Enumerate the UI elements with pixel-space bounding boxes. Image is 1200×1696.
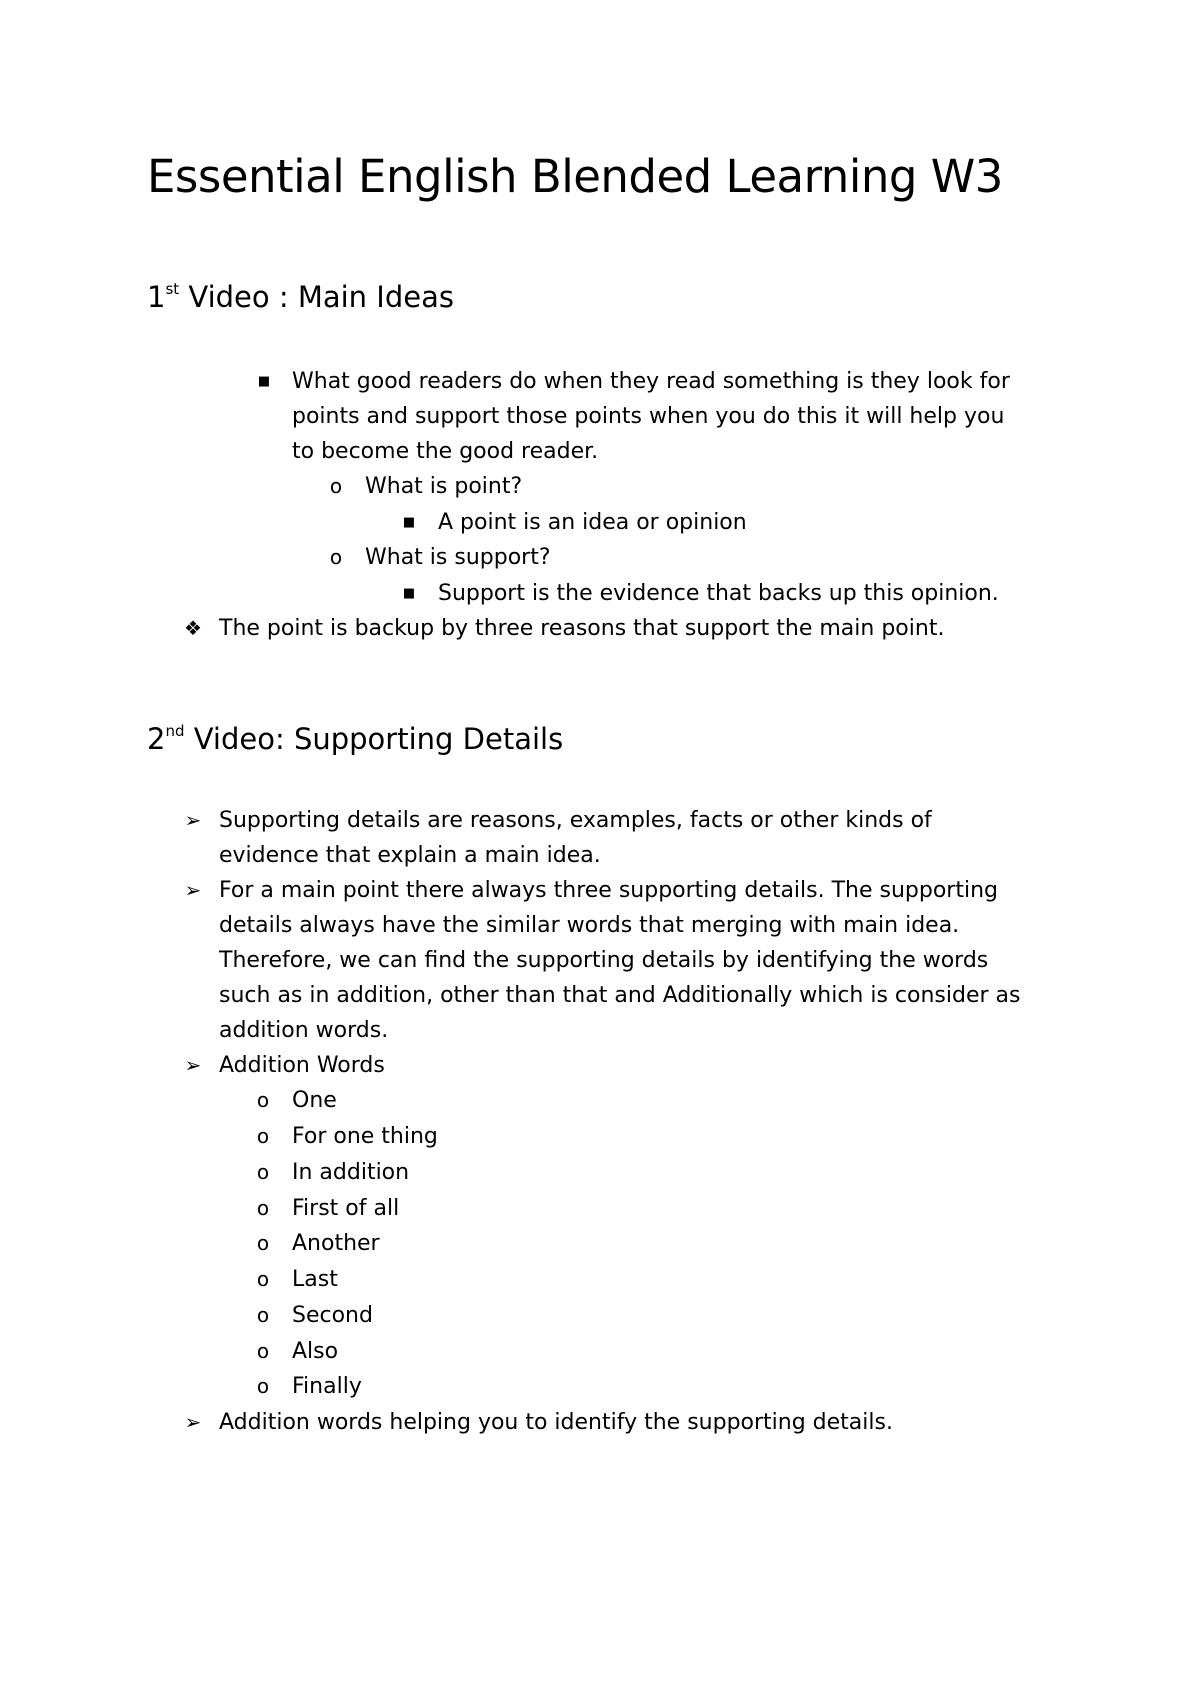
section-1-title: Video : Main Ideas xyxy=(179,280,454,314)
answer-point: A point is an idea or opinion xyxy=(438,510,747,535)
arrowhead-bullet-icon: ➢ xyxy=(184,1053,202,1077)
item-1-line-2: evidence that explain a main idea. xyxy=(219,843,601,868)
item-4-summary: Addition words helping you to identify the supporting details. xyxy=(219,1410,893,1435)
addition-word-item: Second xyxy=(292,1303,373,1328)
square-bullet-icon: ■ xyxy=(402,586,416,601)
circle-bullet-icon: o xyxy=(256,1374,270,1398)
circle-bullet-icon: o xyxy=(256,1339,270,1363)
addition-word-item: Last xyxy=(292,1267,338,1292)
section-2-number: 2 xyxy=(147,722,166,756)
section-1-number: 1 xyxy=(147,280,166,314)
question-what-is-point: What is point? xyxy=(365,474,523,499)
addition-word-item: One xyxy=(292,1088,337,1113)
section-2-heading xyxy=(147,722,563,757)
section-2-title: Video: Supporting Details xyxy=(184,722,564,756)
addition-word-item: Finally xyxy=(292,1374,362,1399)
section-1-note: The point is backup by three reasons that support the main point. xyxy=(219,616,945,641)
section-2-ordinal: nd xyxy=(165,722,185,740)
circle-bullet-icon: o xyxy=(256,1088,270,1112)
item-3-addition-words: Addition Words xyxy=(219,1053,385,1078)
circle-bullet-icon: o xyxy=(329,474,343,498)
circle-bullet-icon: o xyxy=(256,1196,270,1220)
item-2-line-5: addition words. xyxy=(219,1018,389,1043)
item-2-line-2: details always have the similar words that merging with main idea. xyxy=(219,913,960,938)
circle-bullet-icon: o xyxy=(256,1160,270,1184)
addition-word-item: For one thing xyxy=(292,1124,438,1149)
section-1-ordinal: st xyxy=(165,280,180,298)
answer-support: Support is the evidence that backs up this opinion. xyxy=(438,581,999,606)
item-2-line-3: Therefore, we can find the supporting details by identifying the words xyxy=(219,948,989,973)
document-title: Essential English Blended Learning W3 xyxy=(147,150,1003,203)
addition-word-item: In addition xyxy=(292,1160,410,1185)
arrowhead-bullet-icon: ➢ xyxy=(184,808,202,832)
item-2-line-4: such as in addition, other than that and Additionally which is consider as xyxy=(219,983,1021,1008)
square-bullet-icon: ■ xyxy=(402,515,416,530)
square-bullet-icon: ■ xyxy=(257,374,271,389)
section-1-bullet-line-1: What good readers do when they read something is they look for xyxy=(292,369,1010,394)
circle-bullet-icon: o xyxy=(329,545,343,569)
arrowhead-bullet-icon: ➢ xyxy=(184,878,202,902)
circle-bullet-icon: o xyxy=(256,1303,270,1327)
item-1-line-1: Supporting details are reasons, examples, facts or other kinds of xyxy=(219,808,932,833)
question-what-is-support: What is support? xyxy=(365,545,551,570)
four-diamond-bullet-icon: ❖ xyxy=(184,616,202,640)
section-1-heading xyxy=(147,280,454,315)
circle-bullet-icon: o xyxy=(256,1231,270,1255)
addition-word-item: Also xyxy=(292,1339,339,1364)
addition-word-item: Another xyxy=(292,1231,380,1256)
arrowhead-bullet-icon: ➢ xyxy=(184,1410,202,1434)
item-2-line-1: For a main point there always three supporting details. The supporting xyxy=(219,878,998,903)
circle-bullet-icon: o xyxy=(256,1267,270,1291)
section-1-bullet-line-3: to become the good reader. xyxy=(292,439,599,464)
section-1-bullet-line-2: points and support those points when you do this it will help you xyxy=(292,404,1005,429)
addition-word-item: First of all xyxy=(292,1196,400,1221)
circle-bullet-icon: o xyxy=(256,1124,270,1148)
